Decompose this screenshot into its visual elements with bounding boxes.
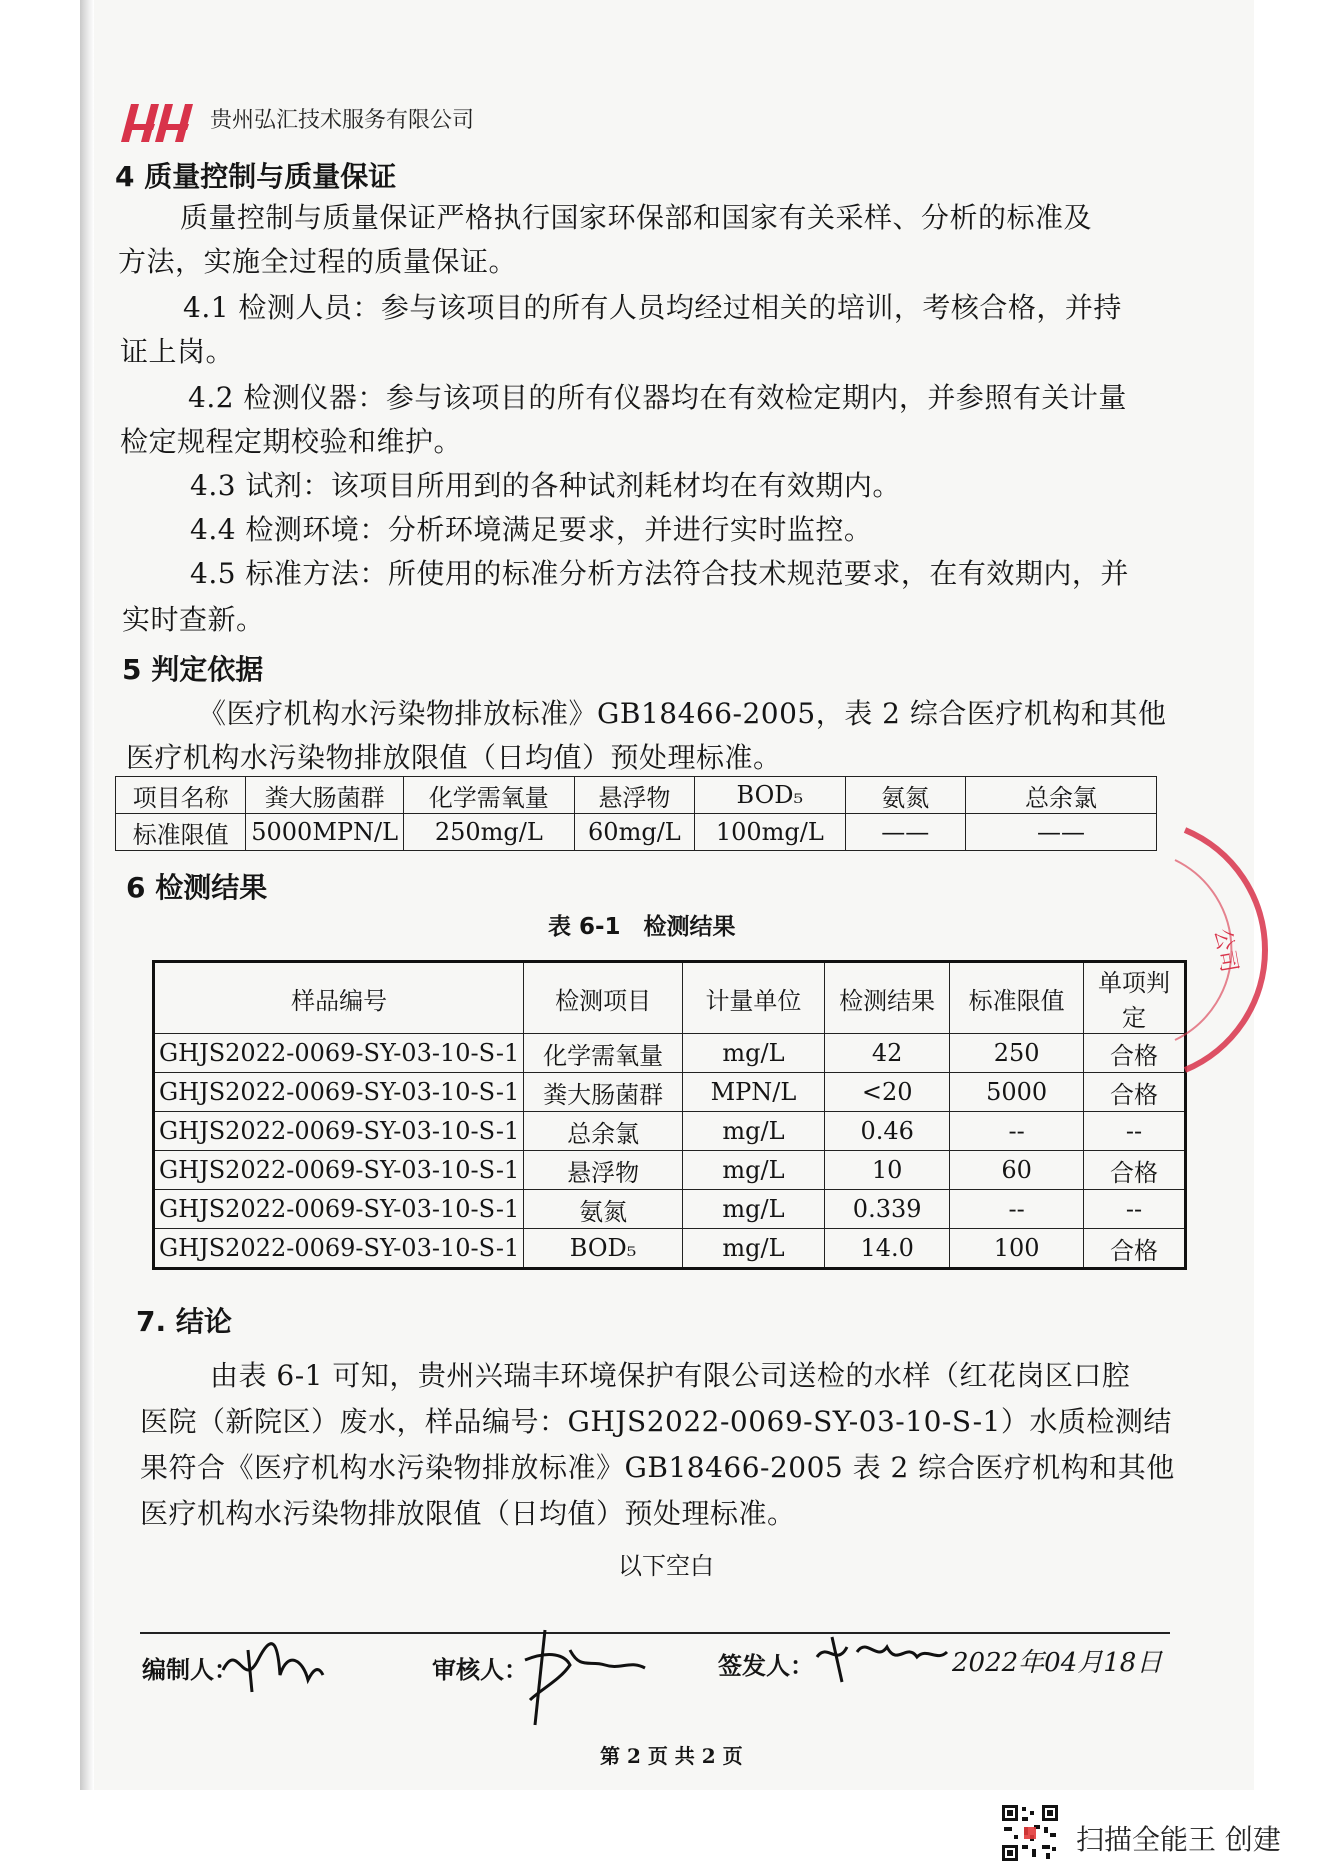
table-cell: 0.46 (825, 1112, 950, 1151)
company-logo (115, 100, 195, 144)
section-5-title: 5 判定依据 (122, 653, 264, 686)
table-cell: GHJS2022-0069-SY-03-10-S-1 (154, 1034, 524, 1073)
table-cell: 氨氮 (845, 777, 965, 814)
s4-item-41-line1: 4.1 检测人员：参与该项目的所有人员均经过相关的培训，考核合格，并持 (183, 291, 1122, 324)
s4-item-44: 4.4 检测环境：分析环境满足要求，并进行实时监控。 (190, 513, 873, 546)
qr-code-icon (1000, 1803, 1060, 1863)
table-cell: 60mg/L (574, 814, 694, 851)
reviewer-signature (510, 1620, 650, 1730)
compiler-signature (218, 1630, 328, 1700)
company-seal-stamp (1165, 820, 1275, 1080)
page-number: 第 2 页 共 2 页 (600, 1744, 743, 1768)
table-cell: 60 (950, 1151, 1084, 1190)
table-cell: GHJS2022-0069-SY-03-10-S-1 (154, 1190, 524, 1229)
table-cell: 检测结果 (825, 962, 950, 1034)
table-row (116, 814, 1157, 851)
table-cell: 样品编号 (154, 962, 524, 1034)
s4-item-43: 4.3 试剂：该项目所用到的各种试剂耗材均在有效期内。 (190, 469, 901, 502)
s5-text-line1: 《医疗机构水污染物排放标准》GB18466-2005，表 2 综合医疗机构和其他 (198, 697, 1167, 730)
issue-date: 2022年04月18日 (952, 1648, 1163, 1678)
table-cell: 100 (950, 1229, 1084, 1269)
table-cell: 氨氮 (524, 1190, 683, 1229)
table-cell: mg/L (682, 1034, 824, 1073)
table-cell: 标准限值 (950, 962, 1084, 1034)
table-cell: 250mg/L (403, 814, 574, 851)
table-cell: 合格 (1084, 1229, 1186, 1269)
table-cell: -- (950, 1112, 1084, 1151)
s7-text-line3: 果符合《医疗机构水污染物排放标准》GB18466-2005 表 2 综合医疗机构和其他 (140, 1451, 1175, 1484)
table-cell: 250 (950, 1034, 1084, 1073)
s7-text-line4: 医疗机构水污染物排放限值（日均值）预处理标准。 (140, 1497, 796, 1530)
table-cell: 0.339 (825, 1190, 950, 1229)
issuer-signature (812, 1622, 952, 1692)
table-cell: 合格 (1084, 1034, 1186, 1073)
section-4-title: 4 质量控制与质量保证 (115, 160, 397, 193)
table-cell: 100mg/L (695, 814, 846, 851)
company-name: 贵州弘汇技术服务有限公司 (210, 108, 475, 133)
table-cell: -- (1084, 1190, 1186, 1229)
s4-intro-line1: 质量控制与质量保证严格执行国家环保部和国家有关采样、分析的标准及 (180, 201, 1093, 234)
table-cell: -- (1084, 1112, 1186, 1151)
standard-limits-table (115, 776, 1157, 851)
table-cell: 标准限值 (116, 814, 246, 851)
table-cell: mg/L (682, 1151, 824, 1190)
table-cell: MPN/L (682, 1073, 824, 1112)
s7-text-line1: 由表 6-1 可知，贵州兴瑞丰环境保护有限公司送检的水样（红花岗区口腔 (210, 1359, 1131, 1392)
table-cell: 合格 (1084, 1073, 1186, 1112)
table-cell: 粪大肠菌群 (524, 1073, 683, 1112)
table-cell: mg/L (682, 1190, 824, 1229)
table-cell: 粪大肠菌群 (246, 777, 404, 814)
table-cell: 检测项目 (524, 962, 683, 1034)
s5-text-line2: 医疗机构水污染物排放限值（日均值）预处理标准。 (126, 741, 782, 774)
table-cell: —— (965, 814, 1156, 851)
section-7-title: 7. 结论 (136, 1305, 232, 1338)
table-row (154, 1229, 1186, 1269)
table-cell: GHJS2022-0069-SY-03-10-S-1 (154, 1151, 524, 1190)
table-caption: 表 6-1 检测结果 (548, 914, 736, 940)
results-table (152, 960, 1187, 1270)
table-cell: GHJS2022-0069-SY-03-10-S-1 (154, 1073, 524, 1112)
table-cell: 单项判定 (1084, 962, 1186, 1034)
table-cell: 5000MPN/L (246, 814, 404, 851)
seal-text: 公司 (1209, 926, 1242, 975)
table-cell: <20 (825, 1073, 950, 1112)
table-cell: —— (845, 814, 965, 851)
table-cell: 悬浮物 (574, 777, 694, 814)
table-row (154, 1190, 1186, 1229)
table-cell: GHJS2022-0069-SY-03-10-S-1 (154, 1112, 524, 1151)
table-cell: 14.0 (825, 1229, 950, 1269)
table-cell: 总余氯 (965, 777, 1156, 814)
reviewer-label: 审核人： (432, 1655, 528, 1684)
issuer-label: 签发人： (718, 1651, 814, 1680)
table-row (154, 1034, 1186, 1073)
table-row (154, 1073, 1186, 1112)
table-row (154, 1151, 1186, 1190)
table-cell: 总余氯 (524, 1112, 683, 1151)
table-cell: 5000 (950, 1073, 1084, 1112)
table-cell: -- (950, 1190, 1084, 1229)
blank-below-note: 以下空白 (618, 1552, 714, 1580)
table-cell: 项目名称 (116, 777, 246, 814)
table-cell: 悬浮物 (524, 1151, 683, 1190)
table-cell: BOD₅ (524, 1229, 683, 1269)
s4-intro-line2: 方法，实施全过程的质量保证。 (118, 245, 518, 278)
table-cell: GHJS2022-0069-SY-03-10-S-1 (154, 1229, 524, 1269)
table-cell: 化学需氧量 (403, 777, 574, 814)
s4-item-45-line2: 实时查新。 (122, 603, 265, 636)
s4-item-42-line2: 检定规程定期校验和维护。 (120, 425, 463, 458)
binding-shadow (80, 0, 94, 1790)
s4-item-45-line1: 4.5 标准方法：所使用的标准分析方法符合技术规范要求，在有效期内，并 (190, 557, 1129, 590)
s4-item-42-line1: 4.2 检测仪器：参与该项目的所有仪器均在有效检定期内，并参照有关计量 (188, 381, 1127, 414)
s7-text-line2: 医院（新院区）废水，样品编号：GHJS2022-0069-SY-03-10-S-1）水质检测结 (140, 1405, 1172, 1438)
table-cell: 合格 (1084, 1151, 1186, 1190)
table-cell: 42 (825, 1034, 950, 1073)
table-row (154, 1112, 1186, 1151)
table-cell: BOD₅ (695, 777, 846, 814)
compiler-label: 编制人： (142, 1655, 238, 1684)
table-header-row (154, 962, 1186, 1034)
section-6-title: 6 检测结果 (126, 871, 268, 904)
table-header-row (116, 777, 1157, 814)
table-cell: mg/L (682, 1229, 824, 1269)
scanner-watermark: 扫描全能王 创建 (1076, 1823, 1281, 1856)
table-cell: 10 (825, 1151, 950, 1190)
table-cell: mg/L (682, 1112, 824, 1151)
table-cell: 计量单位 (682, 962, 824, 1034)
s4-item-41-line2: 证上岗。 (120, 335, 235, 368)
table-cell: 化学需氧量 (524, 1034, 683, 1073)
